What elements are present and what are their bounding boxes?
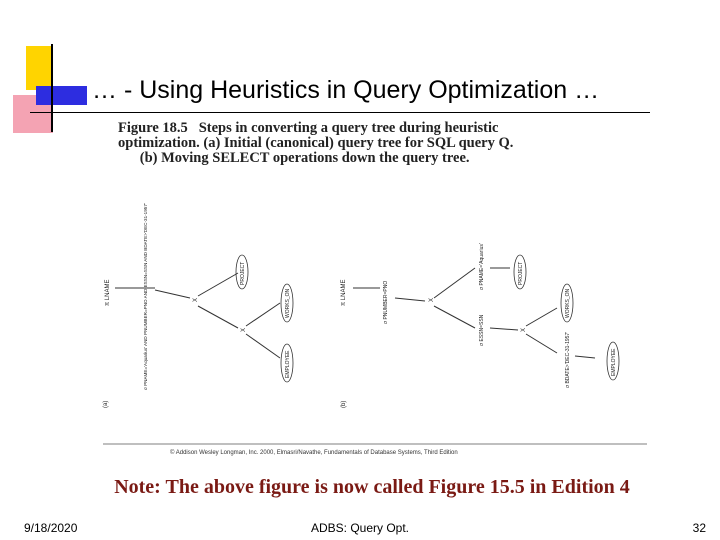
tree-a-edges xyxy=(115,273,280,358)
figure-caption-line1: Steps in converting a query tree during heuristic xyxy=(198,120,499,136)
footer-date: 9/18/2020 xyxy=(24,521,78,535)
decor-blue-bar xyxy=(36,86,87,105)
tree-b-sigma-join-2: σ ESSN=SSN xyxy=(479,314,485,346)
tree-b-employee: EMPLOYEE xyxy=(611,348,617,376)
tree-b-works-on: WORKS_ON xyxy=(565,288,571,318)
edition-note: Note: The above figure is now called Figure 15.5 in Edition 4 xyxy=(114,476,630,498)
query-tree-figure xyxy=(95,118,655,462)
tree-b-cross-2: X xyxy=(521,327,527,332)
figure-caption-line2: optimization. (a) Initial (canonical) query tree for SQL query Q. xyxy=(118,135,514,151)
tree-a-label: (a) xyxy=(103,400,109,408)
tree-a-pi: π LNAME xyxy=(105,279,111,306)
tree-b-edges xyxy=(353,268,595,358)
tree-a-works-on: WORKS_ON xyxy=(285,288,291,318)
decor-yellow-square xyxy=(26,46,53,90)
footer-course: ADBS: Query Opt. xyxy=(310,521,410,535)
tree-b-project: PROJECT xyxy=(518,261,524,285)
tree-a-cross-1: X xyxy=(193,297,199,302)
footer-page-number: 32 xyxy=(692,521,706,535)
figure-caption-line3: (b) Moving SELECT operations down the query tree. xyxy=(139,150,470,166)
figure-copyright: © Addison Wesley Longman, Inc. 2000, Elmasri/Navathe, Fundamentals of Database Systems, Third Edition xyxy=(170,450,458,456)
tree-a-project: PROJECT xyxy=(240,261,246,285)
tree-b-cross-1: X xyxy=(429,297,435,302)
tree-a-employee: EMPLOYEE xyxy=(285,350,291,378)
decor-vertical-line xyxy=(51,44,53,132)
tree-a-sigma: σ PNAME='Aquarius' AND PNUMBER=PNO AND ESSN=SSN AND BDATE>'DEC-31-1957' xyxy=(143,203,148,390)
figure-caption-label: Figure 18.5 xyxy=(118,120,188,136)
slide-title: … - Using Heuristics in Query Optimization … xyxy=(92,76,600,104)
tree-a-cross-2: X xyxy=(241,327,247,332)
tree-b-pi: π LNAME xyxy=(341,279,347,306)
tree-b-sigma-pname: σ PNAME='Aquarius' xyxy=(479,243,485,290)
title-underline xyxy=(30,112,650,113)
tree-b-label: (b) xyxy=(341,400,347,408)
tree-b-sigma-bdate: σ BDATE>'DEC-31-1957' xyxy=(565,331,571,388)
tree-b-sigma-join-1: σ PNUMBER=PNO xyxy=(383,280,389,324)
